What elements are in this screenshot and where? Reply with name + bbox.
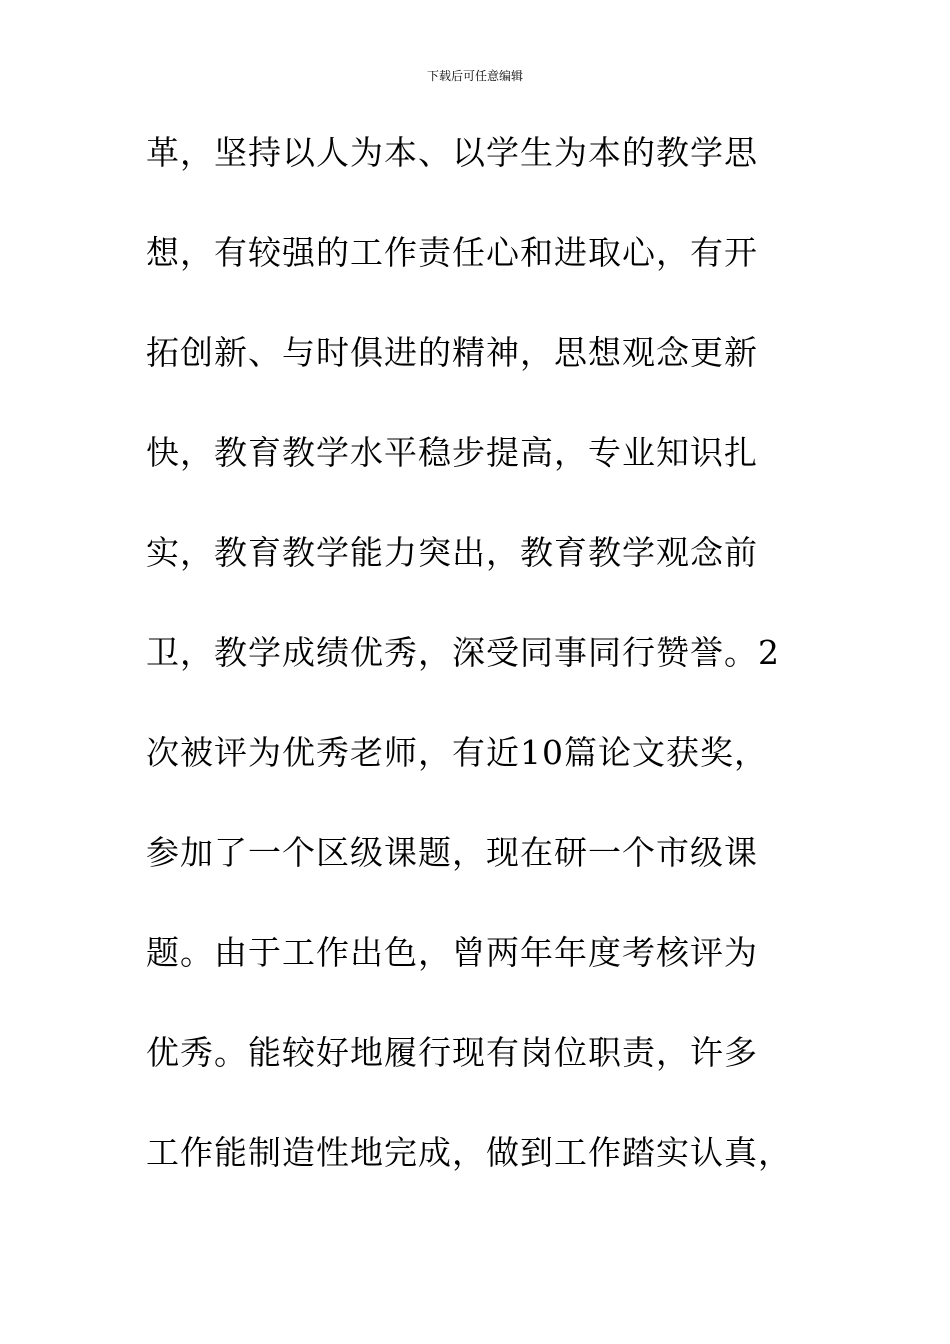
body-line-2: 想，有较强的工作责任心和进取心，有开 — [146, 233, 758, 272]
body-line-1: 革，坚持以人为本、以学生为本的教学思 — [146, 133, 758, 172]
page-header-note: 下载后可任意编辑 — [426, 69, 523, 83]
body-line-10: 优秀。能较好地履行现有岗位职责，许多 — [146, 1033, 758, 1072]
body-line-6: 卫，教学成绩优秀，深受同事同行赞誉。2 — [146, 633, 780, 672]
body-line-4: 快，教育教学水平稳步提高，专业知识扎 — [146, 433, 758, 472]
document-body — [146, 122, 806, 1222]
body-line-5: 实，教育教学能力突出，教育教学观念前 — [146, 533, 758, 572]
body-line-3: 拓创新、与时俱进的精神，思想观念更新 — [146, 333, 758, 372]
body-line-8: 参加了一个区级课题，现在研一个市级课 — [146, 833, 758, 872]
body-line-7: 次被评为优秀老师，有近10篇论文获奖， — [146, 733, 768, 772]
body-line-11: 工作能制造性地完成，做到工作踏实认真， — [146, 1133, 792, 1172]
body-line-9: 题。由于工作出色，曾两年年度考核评为 — [146, 933, 758, 972]
